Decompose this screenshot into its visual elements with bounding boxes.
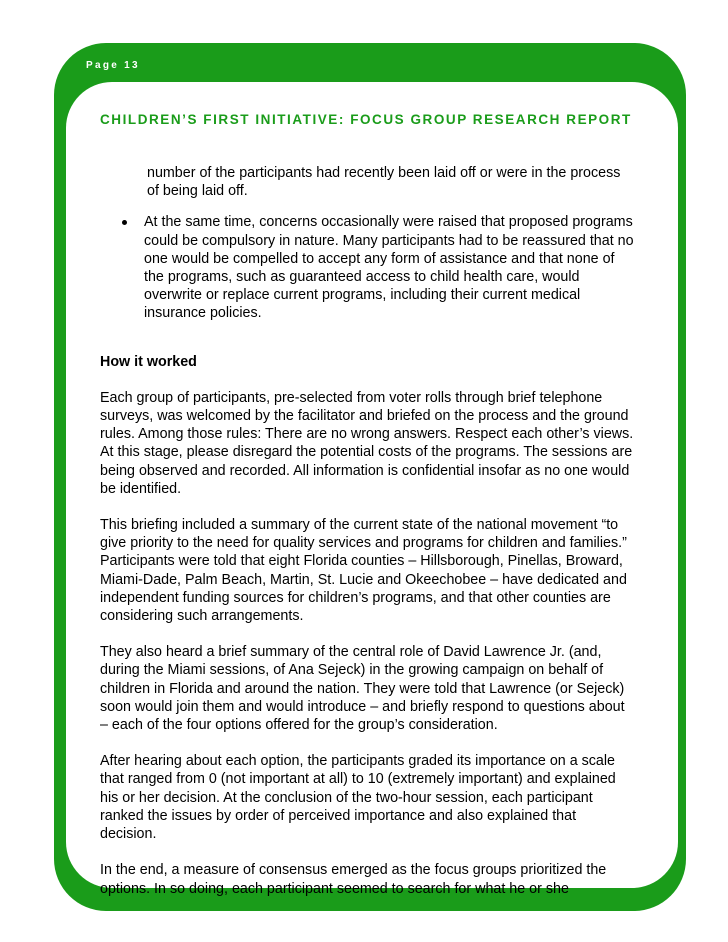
body-paragraph: In the end, a measure of consensus emerged as the focus groups prioritized the options. In so doing, each participant seemed to search for what he or she xyxy=(100,862,607,897)
bullet-icon xyxy=(122,220,127,225)
bullet-list xyxy=(100,213,636,322)
report-title: CHILDREN’S FIRST INITIATIVE: FOCUS GROUP RESEARCH REPORT xyxy=(100,112,632,127)
body-paragraph: After hearing about each option, the participants graded its importance on a scale that ranged from 0 (not important at all) to 10 (extremely important) and explained his or her decision. At the conclusion of the two-hour session, each participant ranked the issues by order of perceived importance and also explained that decision. xyxy=(100,753,616,843)
section-heading: How it worked xyxy=(100,353,197,370)
body-paragraph: They also heard a brief summary of the central role of David Lawrence Jr. (and, during the Miami sessions, of Ana Sejeck) in the growing campaign on behalf of children in Florida and around the nation. They were told that Lawrence (or Sejeck) soon would join them and would introduce – and briefly respond to questions about – each of the four options offered for the group’s consideration. xyxy=(100,644,625,734)
body-paragraph: This briefing included a summary of the current state of the national movement “to give priority to the need for quality services and programs for children and families.” Participants were told that eight Florida counties – Hillsborough, Pinellas, Broward, Miami-Dade, Palm Beach, Martin, St. Lucie and Okeechobee – have dedicated and independent funding sources for children’s programs, and that other counties are considering such arrangements. xyxy=(100,517,627,625)
page-number: Page 13 xyxy=(86,60,140,71)
continued-paragraph: number of the participants had recently been laid off or were in the process of being laid off. xyxy=(147,165,621,200)
bullet-item xyxy=(120,213,636,322)
bullet-text: At the same time, concerns occasionally were raised that proposed programs could be compulsory in nature. Many participants had to be reassured that no one would be compelled to accept any form of assistance and that none of the programs, such as guaranteed access to child health care, would overwrite or replace current programs, including their current medical insurance policies. xyxy=(144,214,634,322)
body-paragraph: Each group of participants, pre-selected from voter rolls through brief telephone surveys, was welcomed by the facilitator and briefed on the process and the ground rules. Among those rules: There are no wrong answers. Respect each other’s views. At this stage, please disregard the potential costs of the programs. The sessions are being observed and recorded. All information is confidential insofar as no one would be identified. xyxy=(100,389,634,497)
document-body xyxy=(100,164,636,898)
